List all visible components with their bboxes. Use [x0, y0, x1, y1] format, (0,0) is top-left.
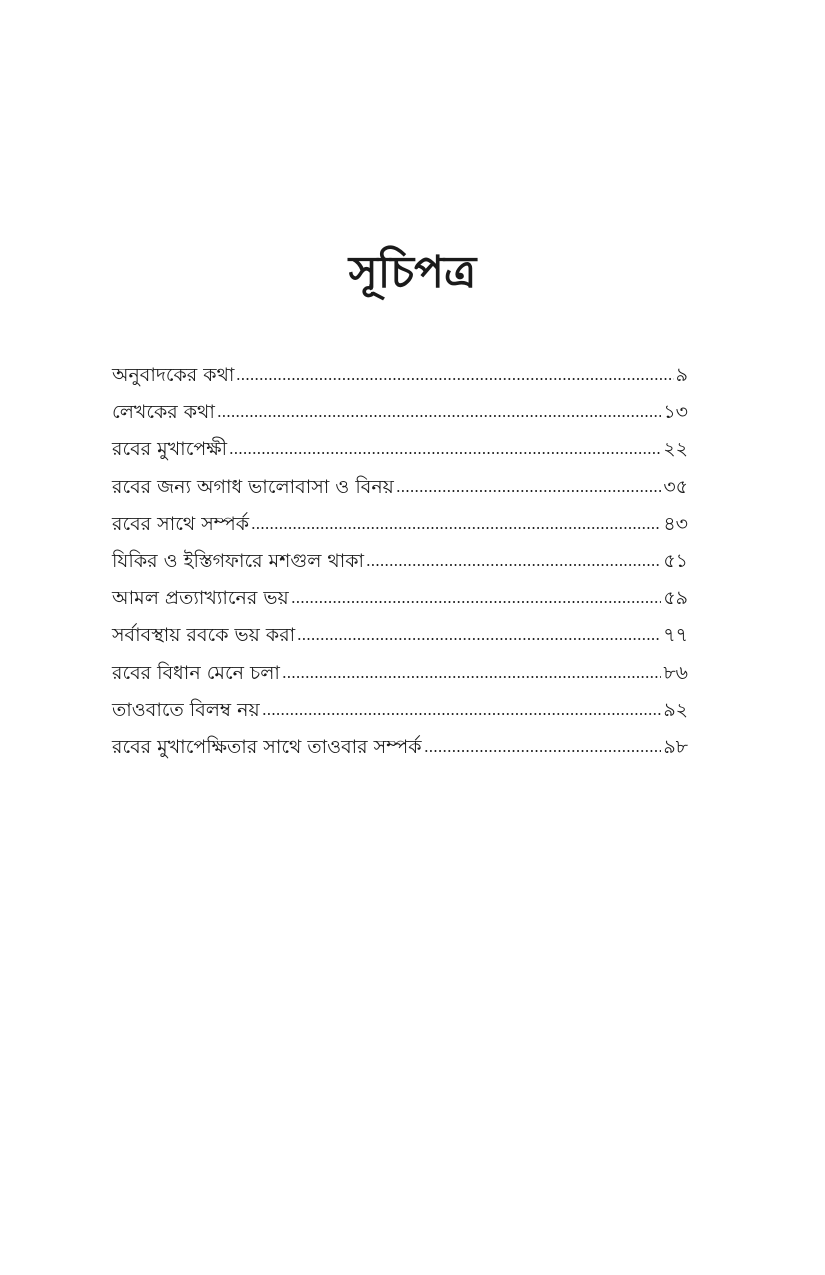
toc-entry-title: লেখকের কথা: [112, 401, 215, 424]
toc-entry-title: রবের বিধান মেনে চলা: [112, 661, 280, 684]
dot-leader: [236, 378, 673, 380]
toc-entry[interactable]: [112, 692, 688, 729]
toc-entry[interactable]: [112, 617, 688, 654]
dot-leader: [217, 415, 661, 417]
dot-leader: [282, 676, 661, 678]
toc-entry-title: যিকির ও ইস্তিগফারে মশগুল থাকা: [112, 549, 365, 572]
dot-leader: [396, 490, 661, 492]
toc-page-number: ৪৩: [663, 512, 688, 535]
toc-entry[interactable]: [112, 506, 688, 543]
toc-entry[interactable]: [112, 357, 688, 394]
toc-entry-title: রবের মুখাপেক্ষিতার সাথে তাওবার সম্পর্ক: [112, 735, 422, 758]
toc-entry[interactable]: [112, 655, 688, 692]
toc-page-number: ৩৫: [663, 475, 688, 498]
toc-page-number: ১৩: [663, 401, 688, 424]
toc-entry-title: আমল প্রত্যাখ্যানের ভয়: [112, 587, 289, 610]
dot-leader: [262, 713, 662, 715]
toc-entry-title: রবের জন্য অগাধ ভালোবাসা ও বিনয়: [112, 475, 394, 498]
dot-leader: [291, 601, 662, 603]
toc-page-number: ৯২: [663, 698, 688, 721]
toc-page-number: ৯: [675, 364, 688, 386]
table-of-contents: [112, 357, 688, 766]
toc-entry[interactable]: [112, 729, 688, 766]
toc-page-number: ৭৭: [663, 624, 688, 647]
toc-entry-title: তাওবাতে বিলম্ব নয়: [112, 698, 260, 721]
toc-entry[interactable]: [112, 580, 688, 617]
toc-entry[interactable]: [112, 469, 688, 506]
toc-page-number: ৯৮: [663, 735, 688, 758]
dot-leader: [229, 452, 661, 454]
toc-entry[interactable]: [112, 431, 688, 468]
toc-entry-title: অনুবাদকের কথা: [112, 364, 235, 386]
toc-entry-title: রবের সাথে সম্পর্ক: [112, 512, 250, 535]
toc-entry[interactable]: [112, 543, 688, 580]
toc-entry-title: সর্বাবস্থায় রবকে ভয় করা: [112, 624, 296, 647]
dot-leader: [251, 527, 661, 529]
toc-page-number: ৫৯: [663, 587, 688, 610]
dot-leader: [297, 638, 661, 640]
dot-leader: [366, 564, 661, 566]
toc-entry-title: রবের মুখাপেক্ষী: [112, 438, 228, 461]
toc-page-number: ২২: [663, 438, 688, 461]
dot-leader: [424, 750, 662, 752]
page-title: সূচিপত্র: [348, 247, 477, 298]
toc-page-number: ৫১: [663, 549, 688, 572]
toc-entry[interactable]: [112, 394, 688, 431]
toc-page-number: ৮৬: [663, 661, 688, 684]
